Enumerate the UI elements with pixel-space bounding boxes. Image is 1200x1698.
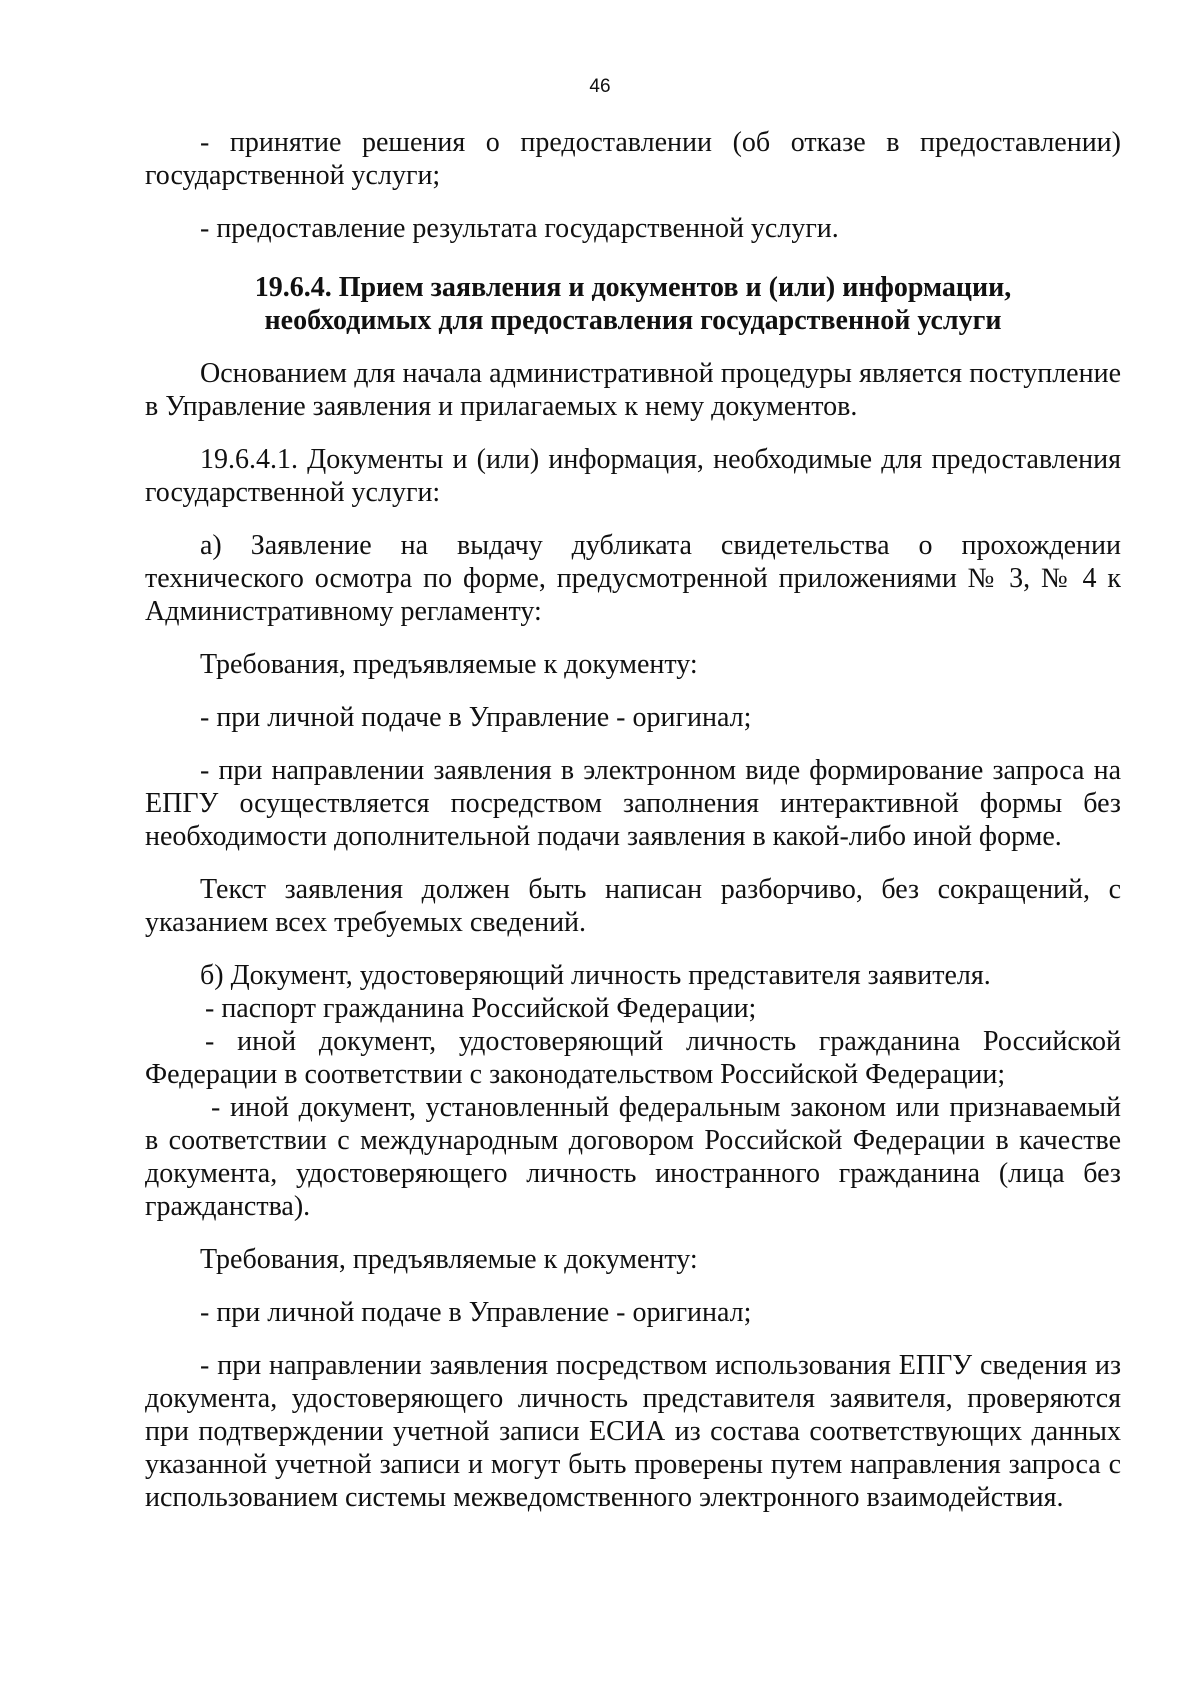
paragraph-item-b: б) Документ, удостоверяющий личность представителя заявителя. [200, 960, 991, 991]
paragraph-basis: Основанием для начала административной процедуры является поступление в Управление заявления и прилагаемых к нему документов. [145, 358, 1121, 422]
paragraph-documents-list: 19.6.4.1. Документы и (или) информация, необходимые для предоставления государственной услуги: [145, 444, 1121, 508]
section-heading-line-2: необходимых для предоставления государственной услуги [264, 305, 1002, 336]
paragraph-requirements-2: Требования, предъявляемые к документу: [200, 1244, 698, 1275]
paragraph-item-a: а) Заявление на выдачу дубликата свидетельства о прохождении технического осмотра по форме, предусмотренной приложениями № 3, № 4 к Административному регламенту: [145, 530, 1121, 627]
section-heading-line-1: 19.6.4. Прием заявления и документов и (или) информации, [254, 272, 1012, 303]
paragraph-application-text: Текст заявления должен быть написан разборчиво, без сокращений, с указанием всех требуемых сведений. [145, 874, 1121, 938]
paragraph-result: - предоставление результата государственной услуги. [200, 213, 839, 244]
paragraph-personal-submission-2: - при личной подаче в Управление - оригинал; [200, 1297, 752, 1328]
paragraph-epgu-verification: - при направлении заявления посредством использования ЕПГУ сведения из документа, удостоверяющего личность представителя заявителя, проверяются при подтверждении учетной записи ЕСИА из состава соответствующих данных указанной учетной записи и могут быть проверены путем направления запроса с использованием системы межведомственного электронного взаимодействия. [145, 1350, 1121, 1513]
paragraph-requirements-1: Требования, предъявляемые к документу: [200, 649, 698, 680]
paragraph-electronic-submission: - при направлении заявления в электронном виде формирование запроса на ЕПГУ осуществляется посредством заполнения интерактивной формы без необходимости дополнительной подачи заявления в какой-либо иной форме. [145, 755, 1121, 852]
paragraph-decision: - принятие решения о предоставлении (об отказе в предоставлении) государственной услуги; [145, 127, 1121, 191]
page-number: 46 [589, 76, 611, 97]
section-heading [145, 271, 1121, 337]
paragraph-other-document-1: - иной документ, удостоверяющий личность гражданина Российской Федерации в соответствии с законодательством Российской Федерации; [145, 1026, 1121, 1090]
paragraph-passport: - паспорт гражданина Российской Федерации; [205, 993, 757, 1024]
paragraph-other-document-2: - иной документ, установленный федеральным законом или признаваемый в соответствии с международным договором Российской Федерации в качестве документа, удостоверяющего личность иностранного гражданина (лица без гражданства). [145, 1092, 1121, 1222]
document-body [145, 126, 1121, 1514]
paragraph-personal-submission-1: - при личной подаче в Управление - оригинал; [200, 702, 752, 733]
